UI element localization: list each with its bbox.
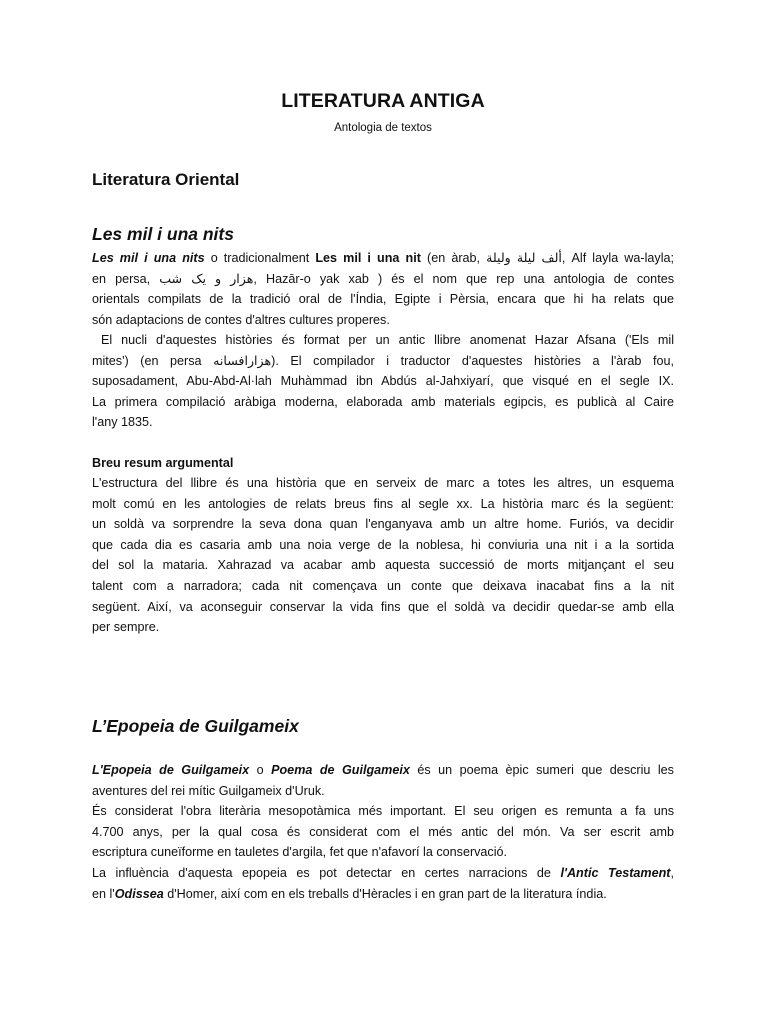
persian-title: هزار و یک شب xyxy=(159,271,254,286)
text-run: La influència d'aquesta epopeia es pot detectar en certes narracions de xyxy=(92,866,561,880)
text-line xyxy=(92,863,674,884)
text-line: per sempre. xyxy=(92,620,160,635)
text-run: , Hazār-o yak xab ) és el nom que rep una antologia de contes xyxy=(253,271,674,286)
text-run: o xyxy=(249,763,272,777)
text-run: (en àrab, xyxy=(420,251,487,265)
text-line: suposadament, Abu-Abd-Al·lah Muhàmmad ibn Abdús al-Jahxiyarí, que visqué en el segle IX. xyxy=(92,374,674,389)
persian-title: هزارافسانه xyxy=(213,353,272,368)
text-line: És considerat l'obra literària mesopotàmica més important. El seu origen es remunta a fa uns xyxy=(92,804,674,818)
text-line: següent. Així, va aconseguir conservar la vida fins que el soldà va decidir quedar-se amb ella xyxy=(92,599,674,614)
bold-italic-title: L'Epopeia de Guilgameix xyxy=(92,763,250,777)
text-run: , xyxy=(670,866,674,880)
paragraph-guilgameix-origin xyxy=(92,801,674,863)
section-heading-oriental: Literatura Oriental xyxy=(92,170,240,189)
bold-italic-title: l'Antic Testament xyxy=(560,866,671,880)
text-line: L'estructura del llibre és una història que en serveix de marc a totes les altres, un esquema xyxy=(92,476,674,490)
page-title: LITERATURA ANTIGA xyxy=(281,90,485,112)
text-run: ). El compilador i traductor d'aquestes històries a l'àrab fou, xyxy=(271,353,675,368)
text-line: són adaptacions de contes d'altres cultures properes. xyxy=(92,312,390,327)
text-line: orientals compilats de la tradició oral de l'Índia, Egipte i Pèrsia, encara que hi ha relats que xyxy=(92,292,674,307)
text-line: del sol la mataria. Xahrazad va acabar amb aquesta successió de morts mitjançant el seu xyxy=(92,558,674,573)
text-run: en l' xyxy=(92,886,115,901)
text-line: molt comú en les antologies de relats breus fins al segle xx. La història marc és la següent: xyxy=(92,496,674,511)
text-run: mites') (en persa xyxy=(92,353,214,368)
text-run: o tradicionalment xyxy=(204,251,316,265)
text-line: talent com a narradora; cada nit començava un conte que deixava inacabat fins a la nit xyxy=(92,578,674,593)
text-line: La primera compilació aràbiga moderna, elaborada amb materials egipcis, es publicà al Caire xyxy=(92,394,674,409)
heading-guilgameix: L’Epopeia de Guilgameix xyxy=(92,716,299,736)
paragraph-mil-nits-origin xyxy=(92,330,674,433)
arabic-title: ألف ليلة وليلة xyxy=(486,251,562,265)
text-run: d'Homer, així com en els treballs d'Hèracles i en gran part de la literatura índia. xyxy=(163,886,607,901)
text-line xyxy=(92,269,674,290)
heading-mil-nits: Les mil i una nits xyxy=(92,224,234,244)
bold-italic-title: Les mil i una nits xyxy=(92,251,205,265)
page-subtitle: Antologia de textos xyxy=(334,122,432,134)
text-line: aventures del rei mític Guilgameix d'Uruk. xyxy=(92,783,325,798)
bold-italic-title: Odissea xyxy=(114,886,164,901)
text-line: un soldà va sorprendre la seva dona quan l'enganyava amb un altre home. Furiós, va decidir xyxy=(92,517,674,532)
text-line xyxy=(92,351,674,372)
text-run: en persa, xyxy=(92,271,160,286)
text-line xyxy=(92,248,674,269)
paragraph-resum xyxy=(92,473,674,638)
bold-italic-title: Poema de Guilgameix xyxy=(271,763,410,777)
subheading-resum: Breu resum argumental xyxy=(92,456,234,470)
paragraph-mil-nits-intro xyxy=(92,248,674,330)
text-line xyxy=(92,884,674,905)
text-run: és un poema èpic sumeri que descriu les xyxy=(409,763,674,777)
text-line: escriptura cuneïforme en tauletes d'argila, fet que n'afavorí la conservació. xyxy=(92,845,508,860)
paragraph-guilgameix-intro xyxy=(92,760,674,801)
text-line xyxy=(92,760,674,781)
bold-title: Les mil i una nit xyxy=(315,251,421,265)
text-line: El nucli d'aquestes històries és format per un antic llibre anomenat Hazar Afsana ('Els mil xyxy=(92,333,674,347)
text-line: l'any 1835. xyxy=(92,415,153,430)
text-line: 4.700 anys, per la qual cosa és considerat com el més antic del món. Va ser escrit amb xyxy=(92,824,674,839)
text-line: que cada dia es casaria amb una noia verge de la noblesa, hi conviuria una nit i a la sortida xyxy=(92,537,674,552)
text-run: , Alf layla wa-layla; xyxy=(561,251,675,265)
paragraph-guilgameix-influence xyxy=(92,863,674,904)
